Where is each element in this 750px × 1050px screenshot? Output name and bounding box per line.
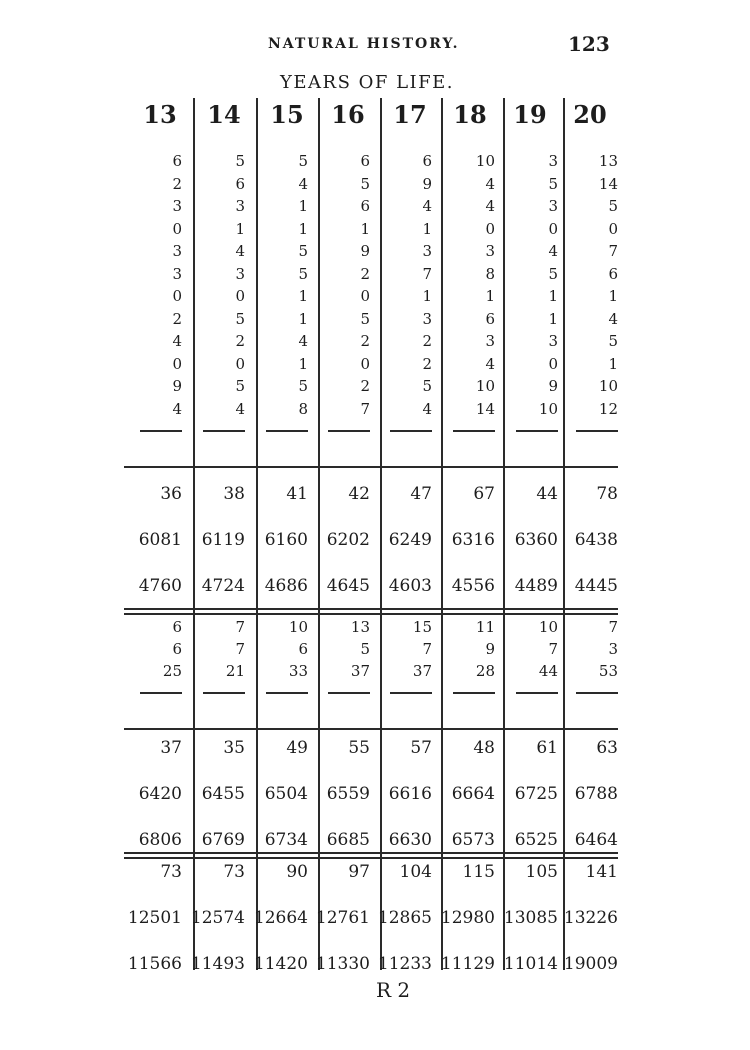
table-cell: 10	[538, 618, 558, 636]
table-cell: 11233	[377, 954, 432, 974]
table-cell: 44	[538, 662, 558, 680]
table-cell: 0	[360, 354, 370, 373]
table-cell: 2	[422, 332, 432, 350]
table-cell: 6525	[514, 830, 558, 850]
table-cell: 0	[548, 219, 558, 238]
table-cell: 14	[475, 399, 495, 418]
table-cell: 3	[235, 197, 245, 215]
table-cell: 49	[286, 738, 308, 758]
table-cell: 4489	[514, 576, 558, 596]
table-cell: 5	[298, 264, 308, 283]
column-header-16: 16	[331, 100, 365, 129]
table-cell: 3	[422, 242, 432, 260]
table-cell: 5	[235, 309, 245, 328]
table-cell: 5	[360, 174, 370, 193]
table-cell: 4	[235, 242, 245, 260]
table-cell: 1	[422, 287, 432, 305]
table-cell: 15	[412, 618, 432, 636]
table-cell: 0	[172, 354, 182, 373]
table-cell: 0	[608, 219, 618, 238]
table-cell: 6	[172, 618, 182, 636]
table-cell: 12980	[440, 908, 495, 928]
table-title: YEARS OF LIFE.	[280, 72, 455, 93]
table-cell: 3	[422, 309, 432, 328]
sum-underline	[390, 430, 432, 432]
table-cell: 13226	[563, 908, 618, 928]
table-cell: 4	[422, 399, 432, 418]
table-cell: 1	[360, 219, 370, 238]
column-header-20: 20	[573, 100, 607, 129]
column-header-18: 18	[453, 100, 487, 129]
table-cell: 12664	[253, 908, 308, 928]
table-cell: 7	[422, 264, 432, 283]
table-cell: 5	[548, 174, 558, 193]
table-cell: 67	[473, 484, 495, 504]
table-cell: 6	[298, 640, 308, 658]
table-cell: 6081	[138, 530, 182, 550]
sum-underline	[140, 430, 182, 432]
table-cell: 55	[348, 738, 370, 758]
table-cell: 5	[235, 377, 245, 395]
table-cell: 8	[485, 264, 495, 283]
table-cell: 12574	[190, 908, 245, 928]
table-cell: 4	[172, 399, 182, 418]
table-cell: 4	[608, 309, 618, 328]
table-cell: 6559	[326, 784, 370, 804]
table-cell: 61	[536, 738, 558, 758]
table-cell: 2	[172, 174, 182, 193]
column-header-15: 15	[270, 100, 304, 129]
sum-underline	[140, 692, 182, 694]
table-cell: 12761	[315, 908, 370, 928]
table-cell: 6316	[451, 530, 495, 550]
table-cell: 6806	[138, 830, 182, 850]
table-cell: 11420	[253, 954, 308, 974]
table-cell: 5	[298, 152, 308, 170]
table-cell: 6	[608, 264, 618, 283]
section-rule	[124, 613, 618, 615]
table-cell: 25	[162, 662, 182, 680]
table-cell: 5	[298, 242, 308, 260]
table-cell: 6664	[451, 784, 495, 804]
table-cell: 5	[235, 152, 245, 170]
sum-underline	[453, 430, 495, 432]
table-cell: 7	[608, 618, 618, 636]
table-cell: 11566	[127, 954, 182, 974]
table-cell: 1	[298, 197, 308, 215]
table-cell: 6160	[264, 530, 308, 550]
table-cell: 13	[598, 152, 618, 170]
table-cell: 6455	[201, 784, 245, 804]
table-cell: 5	[548, 264, 558, 283]
table-cell: 4	[485, 174, 495, 193]
table-cell: 6	[485, 309, 495, 328]
table-cell: 90	[286, 862, 308, 882]
table-cell: 3	[172, 264, 182, 283]
table-cell: 4445	[574, 576, 618, 596]
table-cell: 4	[485, 354, 495, 373]
table-cell: 21	[225, 662, 245, 680]
sum-underline	[516, 692, 558, 694]
table-cell: 10	[538, 399, 558, 418]
table-cell: 33	[288, 662, 308, 680]
table-cell: 12865	[377, 908, 432, 928]
table-cell: 7	[235, 618, 245, 636]
table-cell: 6769	[201, 830, 245, 850]
table-cell: 1	[548, 287, 558, 305]
sum-underline	[266, 430, 308, 432]
table-cell: 6202	[326, 530, 370, 550]
table-cell: 10	[598, 377, 618, 395]
table-cell: 10	[475, 377, 495, 395]
table-cell: 14	[598, 174, 618, 193]
table-cell: 2	[422, 354, 432, 373]
table-cell: 115	[462, 862, 495, 882]
section-rule	[124, 608, 618, 610]
table-cell: 37	[350, 662, 370, 680]
table-cell: 3	[172, 242, 182, 260]
table-cell: 6360	[514, 530, 558, 550]
table-cell: 38	[223, 484, 245, 504]
section-rule	[124, 466, 618, 468]
table-cell: 9	[548, 377, 558, 395]
table-cell: 0	[172, 287, 182, 305]
table-cell: 1	[422, 219, 432, 238]
table-cell: 1	[608, 287, 618, 305]
table-cell: 73	[223, 862, 245, 882]
table-cell: 44	[536, 484, 558, 504]
table-cell: 73	[160, 862, 182, 882]
table-cell: 5	[608, 197, 618, 215]
table-cell: 4	[235, 399, 245, 418]
table-cell: 1	[548, 309, 558, 328]
table-cell: 6	[422, 152, 432, 170]
table-cell: 4	[422, 197, 432, 215]
table-cell: 6420	[138, 784, 182, 804]
sum-underline	[328, 692, 370, 694]
table-cell: 36	[160, 484, 182, 504]
sum-underline	[203, 692, 245, 694]
table-cell: 7	[548, 640, 558, 658]
table-cell: 6734	[264, 830, 308, 850]
table-cell: 4760	[138, 576, 182, 596]
table-cell: 104	[399, 862, 432, 882]
table-cell: 8	[298, 399, 308, 418]
table-cell: 6438	[574, 530, 618, 550]
table-cell: 5	[360, 640, 370, 658]
table-cell: 0	[235, 354, 245, 373]
sum-underline	[453, 692, 495, 694]
table-cell: 6	[360, 197, 370, 215]
table-cell: 4	[298, 174, 308, 193]
table-cell: 1	[485, 287, 495, 305]
table-cell: 4	[298, 332, 308, 350]
table-cell: 7	[235, 640, 245, 658]
table-cell: 2	[172, 309, 182, 328]
table-cell: 41	[286, 484, 308, 504]
table-cell: 1	[298, 219, 308, 238]
table-cell: 11014	[503, 954, 558, 974]
table-cell: 3	[235, 264, 245, 283]
table-cell: 11129	[440, 954, 495, 974]
table-cell: 1	[235, 219, 245, 238]
table-cell: 2	[235, 332, 245, 350]
table-cell: 63	[596, 738, 618, 758]
table-cell: 42	[348, 484, 370, 504]
table-cell: 28	[475, 662, 495, 680]
table-cell: 5	[422, 377, 432, 395]
table-cell: 1	[298, 287, 308, 305]
table-cell: 11	[475, 618, 495, 636]
table-cell: 3	[608, 640, 618, 658]
table-cell: 19009	[563, 954, 618, 974]
section-rule	[124, 728, 618, 730]
column-header-13: 13	[143, 100, 177, 129]
table-cell: 12	[598, 399, 618, 418]
sum-underline	[203, 430, 245, 432]
table-cell: 3	[548, 332, 558, 350]
table-cell: 11493	[190, 954, 245, 974]
table-cell: 13	[350, 618, 370, 636]
table-cell: 6119	[201, 530, 245, 550]
table-cell: 0	[548, 354, 558, 373]
table-cell: 13085	[503, 908, 558, 928]
table-cell: 3	[548, 152, 558, 170]
column-header-14: 14	[207, 100, 241, 129]
signature-mark: R 2	[376, 978, 411, 1002]
column-header-19: 19	[513, 100, 547, 129]
sum-underline	[328, 430, 370, 432]
table-cell: 12501	[127, 908, 182, 928]
table-cell: 6	[235, 174, 245, 193]
table-cell: 0	[172, 219, 182, 238]
table-cell: 141	[585, 862, 618, 882]
table-cell: 6464	[574, 830, 618, 850]
table-cell: 47	[410, 484, 432, 504]
table-cell: 5	[608, 332, 618, 350]
table-cell: 5	[360, 309, 370, 328]
table-cell: 0	[485, 219, 495, 238]
table-cell: 37	[160, 738, 182, 758]
table-cell: 97	[348, 862, 370, 882]
table-cell: 11330	[315, 954, 370, 974]
table-cell: 57	[410, 738, 432, 758]
table-cell: 0	[360, 287, 370, 305]
page-number: 123	[568, 32, 610, 56]
table-cell: 2	[360, 332, 370, 350]
table-cell: 6	[172, 152, 182, 170]
table-cell: 6504	[264, 784, 308, 804]
table-cell: 3	[172, 197, 182, 215]
table-cell: 0	[235, 287, 245, 305]
running-title: NATURAL HISTORY.	[268, 36, 460, 52]
table-cell: 7	[608, 242, 618, 260]
table-cell: 6	[360, 152, 370, 170]
sum-underline	[576, 692, 618, 694]
table-cell: 10	[288, 618, 308, 636]
table-cell: 37	[412, 662, 432, 680]
table-cell: 9	[172, 377, 182, 395]
table-cell: 4645	[326, 576, 370, 596]
table-cell: 3	[548, 197, 558, 215]
sum-underline	[390, 692, 432, 694]
table-cell: 2	[360, 377, 370, 395]
table-cell: 4603	[388, 576, 432, 596]
table-cell: 9	[360, 242, 370, 260]
table-cell: 4724	[201, 576, 245, 596]
table-cell: 9	[422, 174, 432, 193]
table-cell: 78	[596, 484, 618, 504]
table-cell: 6788	[574, 784, 618, 804]
table-cell: 4686	[264, 576, 308, 596]
table-cell: 6616	[388, 784, 432, 804]
table-cell: 7	[360, 399, 370, 418]
sum-underline	[516, 430, 558, 432]
table-cell: 7	[422, 640, 432, 658]
table-cell: 3	[485, 332, 495, 350]
sum-underline	[266, 692, 308, 694]
table-cell: 1	[298, 354, 308, 373]
table-cell: 1	[298, 309, 308, 328]
table-cell: 3	[485, 242, 495, 260]
table-cell: 6	[172, 640, 182, 658]
table-cell: 6630	[388, 830, 432, 850]
table-cell: 4	[485, 197, 495, 215]
sum-underline	[576, 430, 618, 432]
table-cell: 4	[548, 242, 558, 260]
section-rule	[124, 852, 618, 854]
table-cell: 6573	[451, 830, 495, 850]
table-cell: 6685	[326, 830, 370, 850]
table-cell: 53	[598, 662, 618, 680]
table-cell: 35	[223, 738, 245, 758]
table-cell: 9	[485, 640, 495, 658]
section-rule	[124, 857, 618, 859]
table-cell: 4556	[451, 576, 495, 596]
table-cell: 6249	[388, 530, 432, 550]
table-cell: 6725	[514, 784, 558, 804]
table-cell: 105	[525, 862, 558, 882]
table-cell: 2	[360, 264, 370, 283]
table-cell: 5	[298, 377, 308, 395]
table-cell: 48	[473, 738, 495, 758]
column-header-17: 17	[393, 100, 427, 129]
table-cell: 10	[475, 152, 495, 170]
table-cell: 4	[172, 332, 182, 350]
table-cell: 1	[608, 354, 618, 373]
